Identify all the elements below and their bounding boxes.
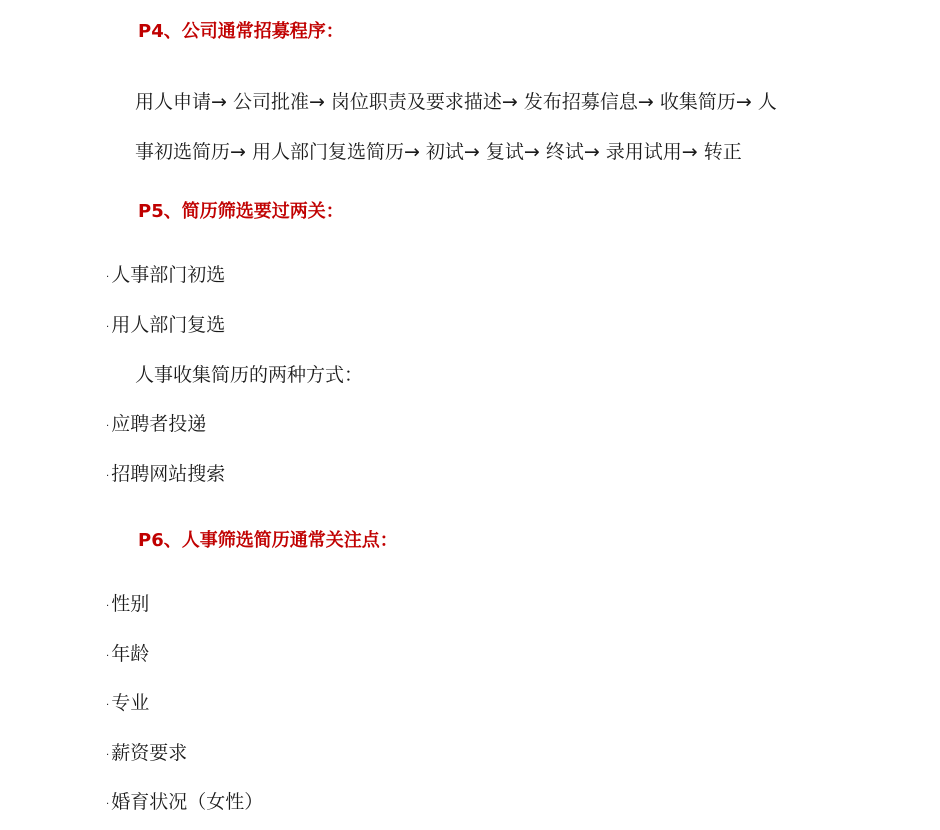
list-item: [106, 461, 225, 487]
bullet-marker: .: [106, 796, 110, 807]
list-item: [106, 690, 149, 716]
resume-collection-subtitle: 人事收集简历的两种方式：: [135, 364, 364, 386]
list-item-text: 年龄: [111, 643, 150, 665]
recruit-process-line-2: 事初选简历→ 用人部门复选简历→ 初试→ 复试→ 终试→ 录用试用→ 转正: [135, 141, 742, 163]
list-item: [106, 262, 225, 288]
list-item-text: 专业: [111, 692, 150, 714]
list-item: [106, 312, 225, 338]
list-item-text: 招聘网站搜索: [111, 463, 226, 485]
list-item: [106, 641, 149, 667]
section-heading-p5: P5、简历筛选要过两关：: [138, 201, 344, 222]
recruit-process-line-1: 用人申请→ 公司批准→ 岗位职责及要求描述→ 发布招募信息→ 收集简历→ 人: [135, 91, 777, 113]
list-item-text: 性别: [111, 593, 150, 615]
list-item-text: 应聘者投递: [111, 413, 207, 435]
list-item: [106, 411, 206, 437]
section-heading-p4: P4、公司通常招募程序：: [138, 21, 344, 42]
list-item: [106, 591, 149, 617]
list-item-text: 用人部门复选: [111, 314, 226, 336]
bullet-marker: .: [106, 697, 110, 708]
section-heading-p6: P6、人事筛选简历通常关注点：: [138, 530, 398, 551]
list-item-text: 人事部门初选: [111, 264, 226, 286]
list-item: [106, 789, 263, 815]
bullet-marker: .: [106, 269, 110, 280]
bullet-marker: .: [106, 418, 110, 429]
bullet-marker: .: [106, 598, 110, 609]
bullet-marker: .: [106, 648, 110, 659]
list-item-text: 薪资要求: [111, 742, 188, 764]
list-item-text: 婚育状况（女性）: [111, 791, 264, 813]
bullet-marker: .: [106, 319, 110, 330]
bullet-marker: .: [106, 747, 110, 758]
list-item: [106, 740, 187, 766]
bullet-marker: .: [106, 468, 110, 479]
